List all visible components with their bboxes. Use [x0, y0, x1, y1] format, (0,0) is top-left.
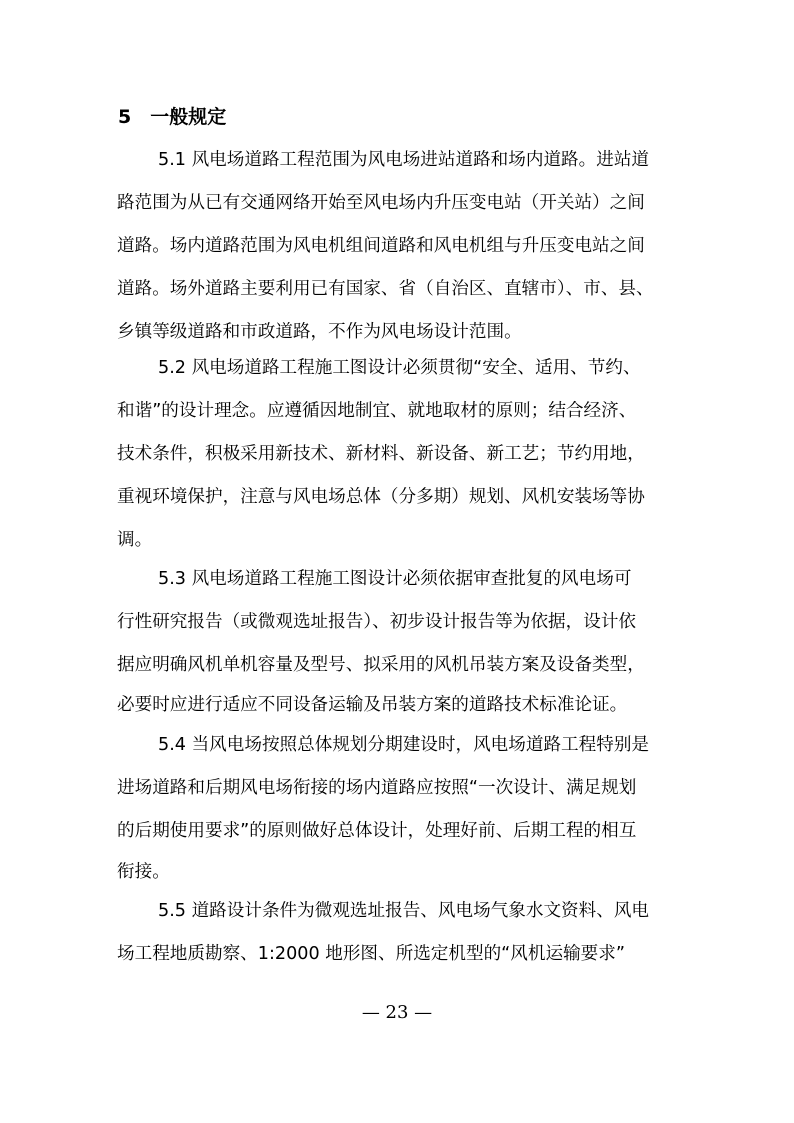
paragraph-5-2-line: 和谐”的设计理念。应遵循因地制宜、就地取材的原则；结合经济、 — [117, 401, 637, 421]
paragraph-5-1-line: 乡镇等级道路和市政道路，不作为风电场设计范围。 — [117, 322, 522, 342]
paragraph-5-5-line: 场工程地质勘察、1:2000 地形图、所选定机型的“风机运输要求” — [117, 944, 625, 964]
paragraph-5-1-line: 道路。场外道路主要利用已有国家、省（自治区、直辖市）、市、县、 — [117, 279, 654, 299]
paragraph-5-1-line: 道路。场内道路范围为风电机组间道路和风电机组与升压变电站之间 — [117, 236, 645, 256]
page-number: — 23 — — [361, 1002, 433, 1023]
paragraph-5-2-line: 重视环境保护，注意与风电场总体（分多期）规划、风机安装场等协 — [117, 487, 645, 507]
paragraph-5-3-line: 行性研究报告（或微观选址报告）、初步设计报告等为依据，设计依 — [117, 612, 637, 632]
paragraph-5-4-line: 衔接。 — [117, 862, 170, 882]
paragraph-5-5-line: 5.5 道路设计条件为微观选址报告、风电场气象水文资料、风电 — [158, 901, 650, 921]
paragraph-5-4-line: 的后期使用要求”的原则做好总体设计，处理好前、后期工程的相互 — [117, 821, 637, 841]
paragraph-5-1-line: 5.1 风电场道路工程范围为风电场进站道路和场内道路。进站道 — [158, 150, 650, 170]
paragraph-5-4-line: 进场道路和后期风电场衔接的场内道路应按照“一次设计、满足规划 — [117, 778, 637, 798]
paragraph-5-2-line: 5.2 风电场道路工程施工图设计必须贯彻“安全、适用、节约、 — [158, 358, 641, 378]
paragraph-5-3-line: 5.3 风电场道路工程施工图设计必须依据审查批复的风电场可 — [158, 569, 632, 589]
paragraph-5-2-line: 技术条件，积极采用新技术、新材料、新设备、新工艺；节约用地， — [117, 444, 645, 464]
paragraph-5-4-line: 5.4 当风电场按照总体规划分期建设时，风电场道路工程特别是 — [158, 735, 650, 755]
paragraph-5-1-line: 路范围为从已有交通网络开始至风电场内升压变电站（开关站）之间 — [117, 193, 645, 213]
paragraph-5-3-line: 必要时应进行适应不同设备运输及吊装方案的道路技术标准论证。 — [117, 695, 628, 715]
paragraph-5-2-line: 调。 — [117, 530, 153, 550]
paragraph-5-3-line: 据应明确风机单机容量及型号、拟采用的风机吊装方案及设备类型， — [117, 655, 645, 675]
section-heading: 5 一般规定 — [118, 106, 227, 128]
